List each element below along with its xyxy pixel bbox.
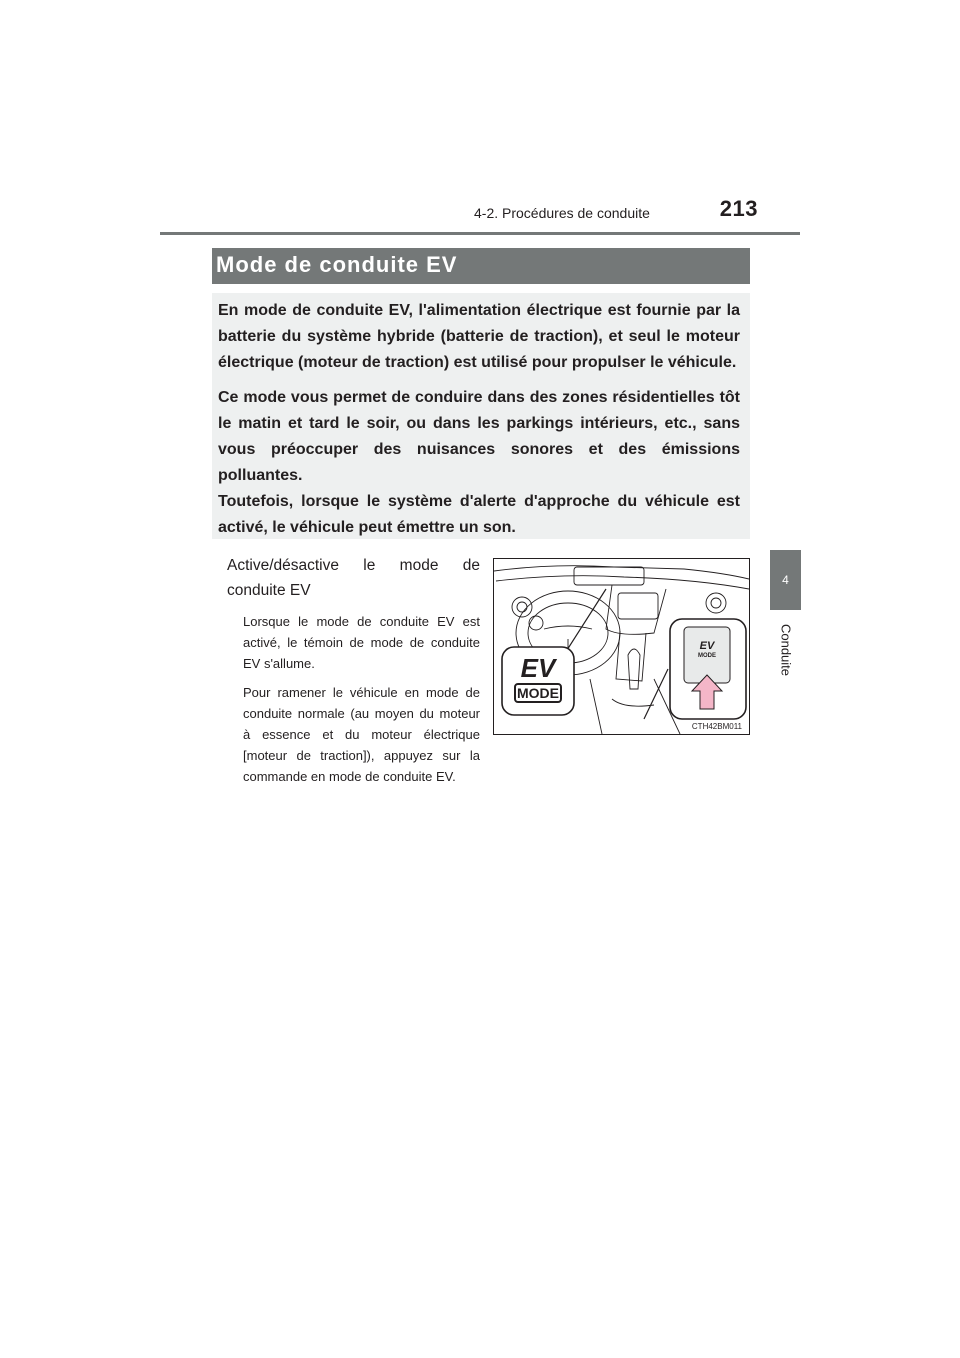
chapter-tab-label: Conduite <box>778 623 794 677</box>
intro-paragraph-2: Ce mode vous permet de conduire dans des zones résidentielles tôt le matin et tard le soir, ou dans les parkings intérieurs, etc., sans vous préoccuper des nuisances sonores et des émissions polluantes. <box>218 389 740 484</box>
ev-mode-button-ev: EV <box>699 640 715 652</box>
lead-word: de <box>462 557 480 574</box>
chapter-tab[interactable]: 4 <box>770 550 801 610</box>
section-title-bar <box>212 248 750 284</box>
lead-word: Active/désactive <box>227 557 339 574</box>
lead-word: mode <box>399 557 439 574</box>
lead-word: le <box>363 557 376 574</box>
intro-paragraph-3: Toutefois, lorsque le système d'alerte d'approche du véhicule est activé, le véhicule peut émettre un son. <box>218 493 740 536</box>
header-divider <box>160 232 800 235</box>
header-section-title: 4-2. Procédures de conduite <box>474 205 650 221</box>
ev-mode-icon-large-ev: EV <box>520 653 556 683</box>
ev-mode-button-mode: MODE <box>698 653 716 659</box>
instruction-lead-line-2: conduite EV <box>227 582 311 599</box>
instruction-note-1: Lorsque le mode de conduite EV est activé, le témoin de mode de conduite EV s'allume. <box>243 614 480 671</box>
dashboard-illustration <box>493 558 750 735</box>
intro-paragraph-1: En mode de conduite EV, l'alimentation électrique est fournie par la batterie du système hybride (batterie de traction), et seul le moteur électrique (moteur de traction) est utilisé pour propulser le véhicule. <box>218 302 740 371</box>
intro-box <box>212 293 750 539</box>
figure-code: CTH42BM011 <box>691 722 742 731</box>
ev-mode-icon-large-mode: MODE <box>514 683 562 703</box>
ev-mode-icon-large <box>510 655 566 703</box>
instruction-note-2: Pour ramener le véhicule en mode de conduite normale (au moyen du moteur à essence et du moteur électrique [moteur de traction]), appuyez sur la commande en mode de conduite EV. <box>243 685 480 784</box>
instruction-lead-line-1 <box>227 553 480 578</box>
ev-mode-button[interactable] <box>684 641 730 660</box>
instruction-column <box>227 553 480 795</box>
instruction-lead <box>227 553 480 603</box>
page-number: 213 <box>719 196 758 221</box>
section-title: Mode de conduite EV <box>216 252 458 277</box>
